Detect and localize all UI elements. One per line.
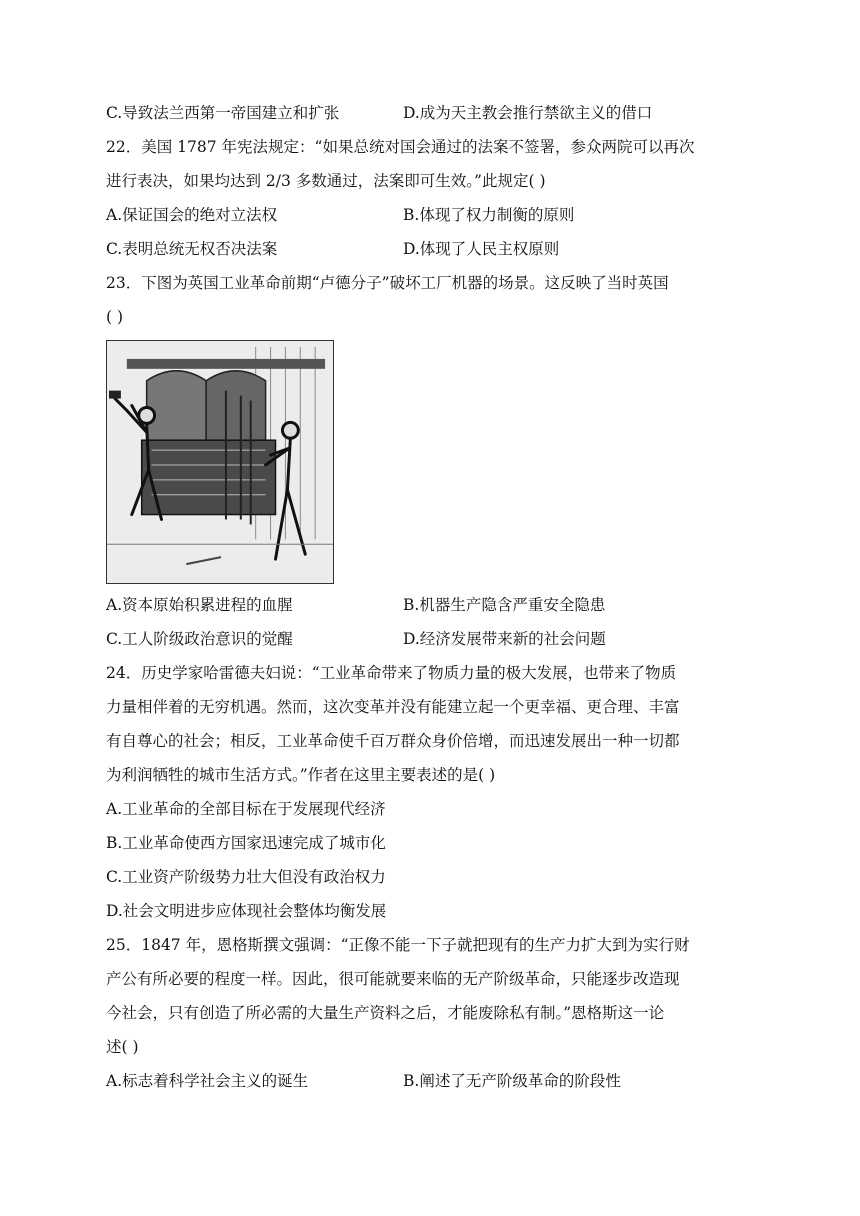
q22-stem-line1: 22．美国 1787 年宪法规定：“如果总统对国会通过的法案不签署，参众两院可以再次 bbox=[106, 138, 695, 156]
q25-stem-line2: 产公有所必要的程度一样。因此，很可能就要来临的无产阶级革命，只能逐步改造现 bbox=[106, 970, 680, 988]
q22-option-c[interactable]: C.表明总统无权否决法案 bbox=[106, 240, 278, 258]
q24-stem-line4: 为利润牺牲的城市生活方式。”作者在这里主要表述的是( ) bbox=[106, 766, 496, 784]
q24-option-d[interactable]: D.社会文明进步应体现社会整体均衡发展 bbox=[106, 902, 387, 920]
q22-option-d[interactable]: D.体现了人民主权原则 bbox=[403, 240, 560, 258]
q22-option-a[interactable]: A.保证国会的绝对立法权 bbox=[106, 206, 278, 224]
q22-options-cd bbox=[106, 232, 756, 266]
q24-option-c[interactable]: C.工业资产阶级势力壮大但没有政治权力 bbox=[106, 868, 386, 886]
q21-options-cd bbox=[106, 96, 756, 130]
q23-options-ab bbox=[106, 588, 756, 622]
q24-stem-line3: 有自尊心的社会；相反，工业革命使千百万群众身价倍增，而迅速发展出一种一切都 bbox=[106, 732, 680, 750]
q23-option-b[interactable]: B.机器生产隐含严重安全隐患 bbox=[403, 596, 606, 614]
q23-stem-line2: ( ) bbox=[106, 308, 124, 326]
q22-option-b[interactable]: B.体现了权力制衡的原则 bbox=[403, 206, 575, 224]
luddites-illustration bbox=[106, 340, 334, 584]
q21-option-d[interactable]: D.成为天主教会推行禁欲主义的借口 bbox=[403, 104, 653, 122]
exam-page bbox=[106, 96, 756, 1098]
q23-option-c[interactable]: C.工人阶级政治意识的觉醒 bbox=[106, 630, 293, 648]
q22-stem-line2: 进行表决，如果均达到 2/3 多数通过，法案即可生效。”此规定( ) bbox=[106, 172, 546, 190]
q25-option-a[interactable]: A.标志着科学社会主义的诞生 bbox=[106, 1072, 309, 1090]
luddites-smashing-loom-icon bbox=[107, 341, 333, 583]
q25-stem-line3: 今社会，只有创造了所必需的大量生产资料之后，才能废除私有制。”恩格斯这一论 bbox=[106, 1004, 665, 1022]
q23-stem-line1: 23．下图为英国工业革命前期“卢德分子”破坏工厂机器的场景。这反映了当时英国 bbox=[106, 274, 669, 292]
q24-option-a[interactable]: A.工业革命的全部目标在于发展现代经济 bbox=[106, 800, 386, 818]
q22-options-ab bbox=[106, 198, 756, 232]
q24-stem-line1: 24．历史学家哈雷德夫妇说：“工业革命带来了物质力量的极大发展，也带来了物质 bbox=[106, 664, 677, 682]
q23-options-cd bbox=[106, 622, 756, 656]
q21-option-c[interactable]: C.导致法兰西第一帝国建立和扩张 bbox=[106, 104, 340, 122]
q25-options-ab bbox=[106, 1064, 756, 1098]
q23-option-a[interactable]: A.资本原始积累进程的血腥 bbox=[106, 596, 293, 614]
q25-stem-line1: 25．1847 年，恩格斯撰文强调：“正像不能一下子就把现有的生产力扩大到为实行财 bbox=[106, 936, 690, 954]
q25-option-b[interactable]: B.阐述了无产阶级革命的阶段性 bbox=[403, 1072, 621, 1090]
q24-stem-line2: 力量相伴着的无穷机遇。然而，这次变革并没有能建立起一个更幸福、更合理、丰富 bbox=[106, 698, 680, 716]
q25-stem-line4: 述( ) bbox=[106, 1038, 139, 1056]
q23-option-d[interactable]: D.经济发展带来新的社会问题 bbox=[403, 630, 606, 648]
q24-option-b[interactable]: B.工业革命使西方国家迅速完成了城市化 bbox=[106, 834, 386, 852]
